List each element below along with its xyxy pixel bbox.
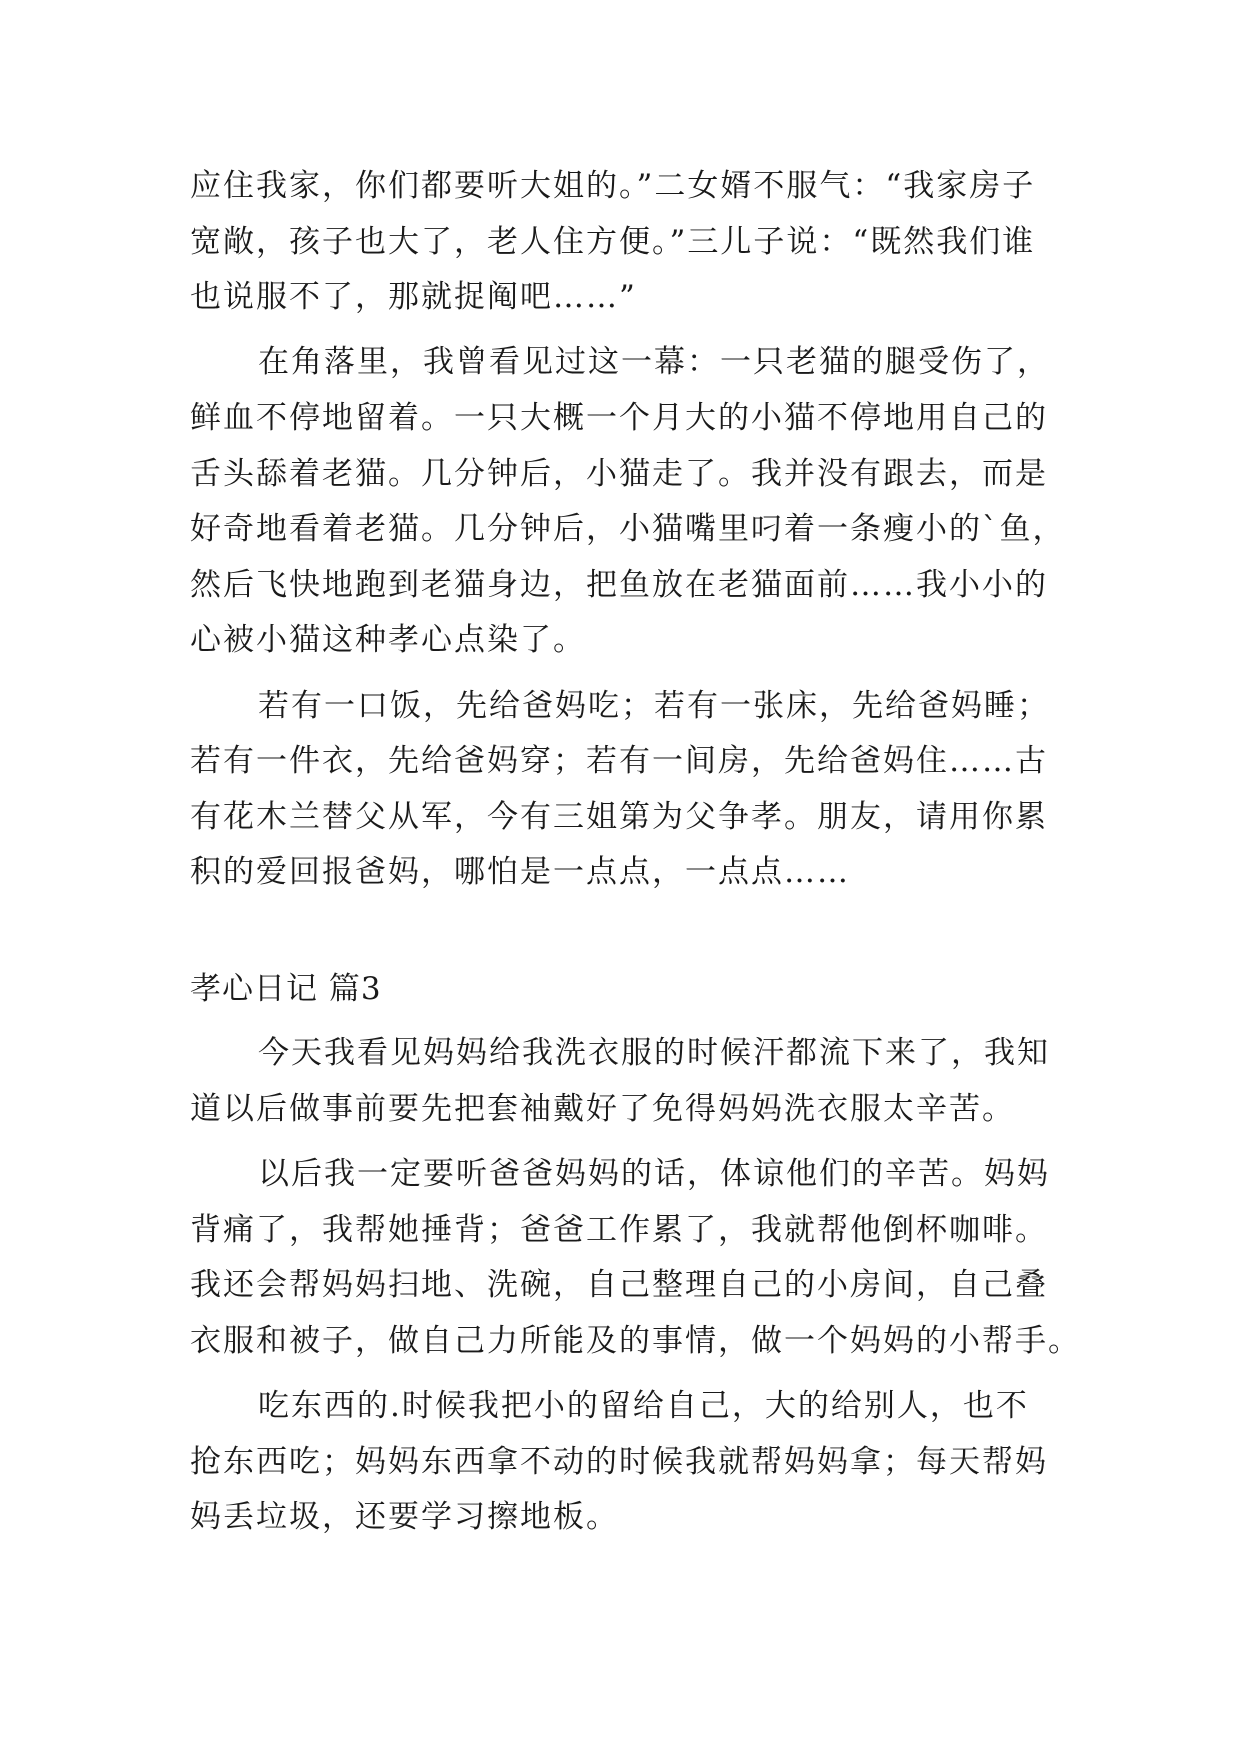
text-line: 心被小猫这种孝心点染了。 bbox=[190, 622, 586, 658]
text-line: 道以后做事前要先把套袖戴好了免得妈妈洗衣服太辛苦。 bbox=[190, 1091, 1015, 1127]
text-line: 好奇地看着老猫。几分钟后，小猫嘴里叼着一条瘦小的`鱼， bbox=[190, 511, 1066, 547]
text-line: 舌头舔着老猫。几分钟后，小猫走了。我并没有跟去，而是 bbox=[190, 456, 1048, 492]
text-line: 今天我看见妈妈给我洗衣服的时候汗都流下来了，我知 bbox=[258, 1035, 1050, 1071]
text-line: 妈丢垃圾，还要学习擦地板。 bbox=[190, 1499, 619, 1535]
text-line: 衣服和被子，做自己力所能及的事情，做一个妈妈的小帮手。 bbox=[190, 1323, 1081, 1359]
text-line: 应住我家，你们都要听大姐的。”二女婿不服气：“我家房子 bbox=[190, 168, 1036, 204]
text-line: 抢东西吃；妈妈东西拿不动的时候我就帮妈妈拿；每天帮妈 bbox=[190, 1444, 1048, 1480]
text-line: 若有一口饭，先给爸妈吃；若有一张床，先给爸妈睡； bbox=[258, 688, 1050, 724]
text-line: 然后飞快地跑到老猫身边，把鱼放在老猫面前……我小小的 bbox=[190, 567, 1048, 603]
section-title: 孝心日记 篇3 bbox=[190, 971, 382, 1007]
text-line: 鲜血不停地留着。一只大概一个月大的小猫不停地用自己的 bbox=[190, 400, 1048, 436]
text-line: 我还会帮妈妈扫地、洗碗，自己整理自己的小房间，自己叠 bbox=[190, 1267, 1048, 1303]
text-line: 若有一件衣，先给爸妈穿；若有一间房，先给爸妈住……古 bbox=[190, 743, 1048, 779]
text-line: 吃东西的.时候我把小的留给自己，大的给别人，也不 bbox=[258, 1388, 1029, 1424]
text-line: 有花木兰替父从军，今有三姐第为父争孝。朋友，请用你累 bbox=[190, 799, 1048, 835]
text-line: 宽敞，孩子也大了，老人住方便。”三儿子说：“既然我们谁 bbox=[190, 224, 1036, 260]
text-line: 背痛了，我帮她捶背；爸爸工作累了，我就帮他倒杯咖啡。 bbox=[190, 1212, 1048, 1248]
text-line: 积的爱回报爸妈，哪怕是一点点，一点点…… bbox=[190, 854, 850, 890]
text-line: 也说服不了，那就捉阄吧……” bbox=[190, 279, 637, 315]
text-line: 在角落里，我曾看见过这一幕：一只老猫的腿受伤了， bbox=[258, 344, 1050, 380]
text-line: 以后我一定要听爸爸妈妈的话，体谅他们的辛苦。妈妈 bbox=[258, 1156, 1050, 1192]
